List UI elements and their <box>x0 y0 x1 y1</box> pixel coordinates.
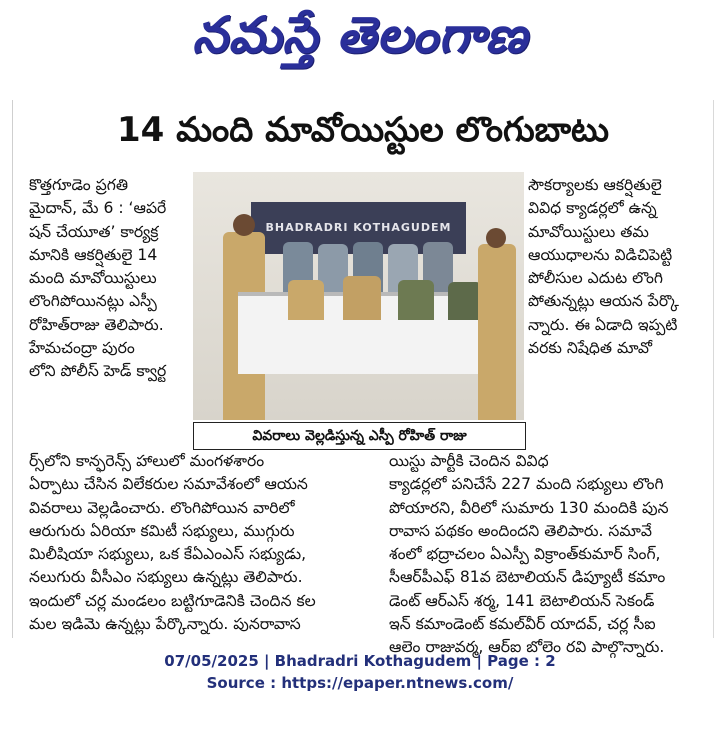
body-row <box>29 497 703 520</box>
seated-crpf-officer <box>398 280 434 320</box>
standing-officer-right <box>478 244 516 420</box>
body-left-line: ఆరుగురు ఏరియా కమిటీ సభ్యులు, ముగ్గురు <box>29 521 295 540</box>
body-right-line: సీఆర్‌పీఎఫ్ 81వ బెటాలియన్ డిప్యూటీ కమాం <box>389 568 666 587</box>
officer-head <box>486 228 506 248</box>
left-line: షన్ చేయూత’ కార్యక్ర <box>29 222 159 241</box>
right-line: వరకు నిషేధిత మావో <box>528 339 653 358</box>
body-row <box>29 566 703 589</box>
body-row <box>29 473 703 496</box>
body-left-line: ఏర్పాటు చేసిన విలేకరుల సమావేశంలో ఆయన <box>29 475 308 494</box>
right-line: మావోయిస్టులు తమ <box>528 222 649 241</box>
body-right-line: పోయారని, వీరిలో సుమారు 130 మందికి పున <box>389 498 669 517</box>
seated-sp <box>343 276 381 320</box>
footer-source-link[interactable]: Source : https://epaper.ntnews.com/ <box>206 674 514 692</box>
body-right-line: ఇన్ కమాండెంట్ కమల్‌వీర్ యాదవ్, చర్ల సీఐ <box>389 615 656 634</box>
article-headline: 14 మంది మావోయిస్టుల లొంగుబాటు <box>116 110 610 150</box>
body-left-line: ర్స్‌లోని కాన్ఫరెన్స్ హాలులో మంగళశారం <box>29 452 265 470</box>
body-right-line: రావాస పథకం అందిందని తెలిపారు. సమావే <box>389 521 652 540</box>
left-line: మానికి ఆకర్షితులై 14 <box>29 245 158 264</box>
seated-crpf-officer <box>448 282 482 320</box>
photo-caption: వివరాలు వెల్లడిస్తున్న ఎస్పీ రోహిత్ రాజు <box>193 422 526 450</box>
body-left-line: ఇందులో చర్ల మండలం బట్టిగూడెనికి చెందిన కల <box>29 591 316 610</box>
body-left-line: మిలీషియా సభ్యులు, ఒక కేఏఎంఎస్ సభ్యుడు, <box>29 545 307 564</box>
clipping-footer <box>0 650 720 694</box>
right-line: సౌకర్యాలకు ఆకర్షితులై <box>528 176 662 194</box>
body-right-line: శంలో భద్రాచలం ఏఎస్పీ విక్రాంత్‌కుమార్ సింగ్, <box>389 545 661 564</box>
newspaper-masthead <box>0 0 720 80</box>
article-body-bottom <box>29 450 703 660</box>
left-line: లోని పోలీస్ హెడ్ క్వార్ట <box>29 362 167 381</box>
right-line: ఆయుధాలను విడిచిపెట్టి <box>528 245 673 264</box>
right-line: న్నారు. ఈ ఏడాది ఇప్పటి <box>528 315 678 334</box>
left-line: హేమచంద్రా పురం <box>29 339 135 358</box>
body-row <box>29 450 703 473</box>
left-line: కొత్తగూడెం ప్రగతి <box>29 176 129 194</box>
body-right-line: ఆలెం రాజువర్మ, ఆర్ఐ బోలెం రవి పాల్గొన్నారు. <box>389 638 665 657</box>
news-clipping <box>12 100 714 657</box>
masthead-title: నమస్తే తెలంగాణ <box>192 6 528 64</box>
officer-head <box>233 214 255 236</box>
body-row <box>29 590 703 613</box>
left-line: మంది మావోయిస్టులు <box>29 269 157 288</box>
body-left-line: వివరాలు వెల్లడించారు. లొంగిపోయిన వారిలో <box>29 498 295 517</box>
body-row <box>29 613 703 636</box>
body-left-line: మల ఇడిమె ఉన్నట్లు పేర్కొన్నారు. పునరావాస <box>29 615 301 634</box>
footer-date-edition: 07/05/2025 | Bhadradri Kothagudem | Page : 2 <box>164 652 556 670</box>
left-line: రోహిత్‌రాజు తెలిపారు. <box>29 315 164 334</box>
right-column <box>528 174 703 360</box>
body-left-line: నలుగురు వీసీఎం సభ్యులు ఉన్నట్లు తెలిపారు. <box>29 568 303 587</box>
photo-banner: BHADRADRI KOTHAGUDEM <box>251 202 466 254</box>
body-right-line: డెంట్ ఆర్ఎస్ శర్మ, 141 బెటాలియన్ సెకండ్ <box>389 591 655 610</box>
seated-officer <box>288 280 324 320</box>
body-row <box>29 543 703 566</box>
body-right-line: క్యాడర్లలో పనిచేసే 227 మంది సభ్యులు లొంగి <box>389 475 664 494</box>
left-line: లొంగిపోయినట్లు ఎస్పీ <box>29 292 157 311</box>
body-row <box>29 520 703 543</box>
body-right-line: యిస్టు పార్టీకి చెందిన వివిధ <box>389 452 549 470</box>
right-line: పోలీసుల ఎదుట లొంగి <box>528 269 663 288</box>
left-column <box>29 174 194 384</box>
press-meet-photo <box>193 172 524 420</box>
right-line: పోతున్నట్లు ఆయన పేర్కొ <box>528 292 679 311</box>
left-line: మైదాన్, మే 6 : ‘ఆపరే <box>29 199 167 218</box>
right-line: వివిధ క్యాడర్లలో ఉన్న <box>528 199 657 218</box>
